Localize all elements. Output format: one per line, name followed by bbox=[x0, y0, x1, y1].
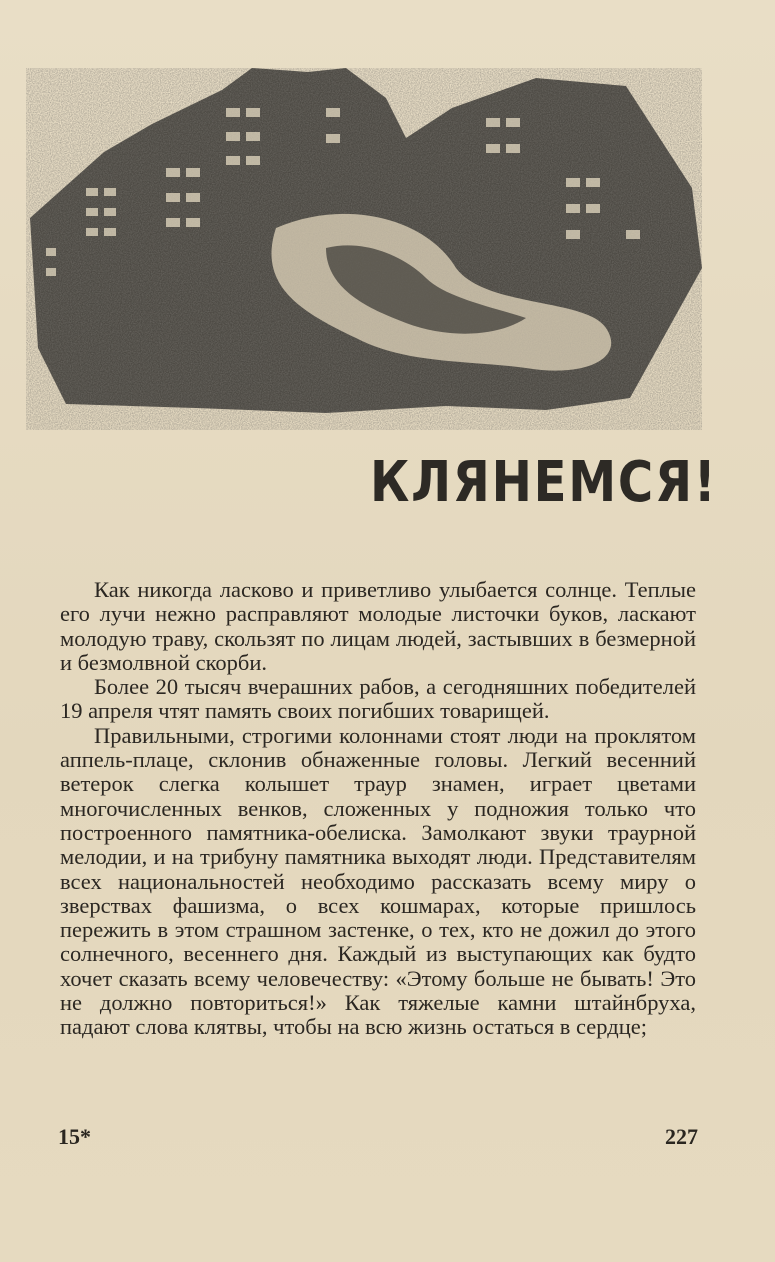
chapter-title: КЛЯНЕМСЯ! bbox=[370, 450, 718, 515]
body-text bbox=[60, 578, 696, 1040]
woodcut-illustration bbox=[26, 68, 702, 430]
paragraph: Как никогда ласково и приветливо улыбается солнце. Теплые его лучи нежно расправляют молодые листочки буков, ласкают молодую траву, скользят по лицам людей, застывших в безмерной и безмолвной скорби. bbox=[60, 577, 696, 675]
paragraph: Правильными, строгими колоннами стоят люди на проклятом аппель-плаце, склонив обнаженные головы. Легкий весенний ветерок слегка колышет траур знамен, играет цветами многочисленных венков, сложенных у подножия только что построенного памятника-обелиска. Замолкают звуки траурной мелодии, и на трибуну памятника выходят люди. Представителям всех национальностей необходимо рассказать всему миру о зверствах фашизма, о всех кошмарах, которые пришлось пережить в этом страшном застенке, о тех, кто не дожил до этого солнечного, весеннего дня. Каждый из выступающих как будто хочет сказать всему человечеству: «Этому больше не бывать! Это не должно повториться!» Как тяжелые камни штайнбруха, падают слова клятвы, чтобы на всю жизнь остаться в сердце; bbox=[60, 722, 696, 1040]
signature-mark: 15* bbox=[58, 1124, 91, 1149]
page-footer bbox=[58, 1124, 698, 1154]
memorial-woodcut-icon bbox=[26, 68, 702, 430]
paragraph: Более 20 тысяч вчерашних рабов, а сегодняшних победителей 19 апреля чтят память своих погибших товарищей. bbox=[60, 674, 696, 724]
page-number: 227 bbox=[665, 1124, 698, 1149]
